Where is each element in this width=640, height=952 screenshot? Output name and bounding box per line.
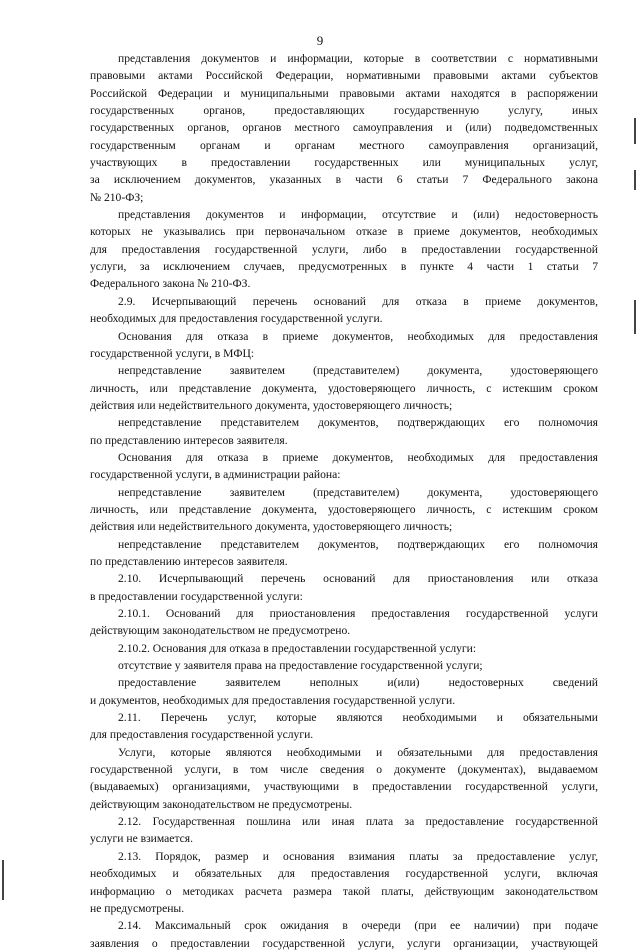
text-line: представления документов и информации, отсутствие и (или) недостоверность — [118, 208, 598, 222]
text-line: для предоставления государственной услуги, либо в предоставлении государственной — [90, 242, 598, 256]
text-line: государственных органов, предоставляющих государственную услугу, иных — [90, 104, 598, 118]
scan-edge-mark — [2, 860, 4, 900]
text-line: государственных органов, органов местного самоуправления и (или) подведомственных — [90, 121, 598, 135]
text-line: Российской Федерации и муниципальными правовыми актами находятся в распоряжении — [90, 86, 598, 100]
text-line: отсутствие у заявителя права на предоставление государственной услуги; — [118, 659, 483, 673]
text-line: Федерального закона № 210-ФЗ. — [90, 277, 251, 291]
text-line: Основания для отказа в приеме документов, необходимых для предоставления — [118, 329, 598, 343]
text-line: 2.10.2. Основания для отказа в предоставлении государственной услуги: — [118, 641, 477, 655]
text-line: непредставление представителем документов, подтверждающих его полномочия — [118, 416, 598, 430]
page-number: 9 — [316, 33, 324, 48]
text-line: действия или недействительного документа, удостоверяющего личность; — [90, 520, 453, 534]
text-line: 2.10.1. Оснований для приостановления предоставления государственной услуги — [118, 607, 598, 620]
text-line: личность, или представление документа, удостоверяющего личность, с истекшим сроком — [90, 502, 598, 516]
text-line: 2.14. Максимальный срок ожидания в очереди (при ее наличии) при подаче — [118, 919, 598, 933]
text-line: непредставление заявителем (представителем) документа, удостоверяющего — [118, 485, 598, 499]
text-line: действующим законодательством не предусмотрены. — [90, 797, 353, 811]
scan-edge-mark — [634, 300, 636, 334]
text-line: 2.12. Государственная пошлина или иная плата за предоставление государственной — [118, 815, 598, 829]
text-line: правовыми актами Российской Федерации, нормативными правовыми актами субъектов — [90, 69, 598, 83]
text-line: по представлению интересов заявителя. — [90, 433, 288, 447]
text-line: действующим законодательством не предусмотрено. — [90, 624, 351, 638]
text-line: государственной услуги, в том числе сведения о документе (документах), выдаваемом — [90, 763, 598, 777]
text-line: предоставление заявителем неполных и(или) недостоверных сведений — [118, 676, 598, 690]
text-line: непредставление представителем документов, подтверждающих его полномочия — [118, 537, 598, 551]
text-line: 2.13. Порядок, размер и основания взимания платы за предоставление услуг, — [118, 849, 598, 863]
text-line: необходимых для предоставления государственной услуги. — [90, 312, 383, 326]
text-line: действия или недействительного документа, удостоверяющего личность; — [90, 398, 453, 412]
text-line: заявления о предоставлении государственной услуги, услуги организации, участвующей — [90, 936, 598, 950]
text-line: услуги, за исключением случаев, предусмотренных в пункте 4 части 1 статьи 7 — [90, 260, 598, 274]
text-line: 2.10. Исчерпывающий перечень оснований для приостановления или отказа — [118, 572, 598, 586]
text-line: Услуги, которые являются необходимыми и обязательными для предоставления — [118, 745, 598, 759]
text-line: 2.9. Исчерпывающий перечень оснований для отказа в приеме документов, — [118, 294, 598, 308]
text-line: Основания для отказа в приеме документов, необходимых для предоставления — [118, 450, 598, 464]
text-line: (выдаваемых) организациями, участвующими в предоставлении государственной услуги, — [90, 780, 598, 794]
text-line: за исключением документов, указанных в части 6 статьи 7 Федерального закона — [90, 173, 598, 187]
text-line: государственной услуги, в МФЦ: — [90, 346, 255, 360]
text-line: по представлению интересов заявителя. — [90, 554, 288, 568]
text-line: которых не указывались при первоначальном отказе в приеме документов, необходимых — [90, 225, 598, 239]
text-line: № 210-ФЗ; — [90, 190, 144, 204]
text-line: непредставление заявителем (представителем) документа, удостоверяющего — [118, 364, 598, 378]
text-line: не предусмотрены. — [90, 901, 185, 915]
document-body — [90, 50, 598, 952]
text-line: личность, или представление документа, удостоверяющего личность, с истекшим сроком — [90, 381, 598, 395]
text-line: необходимых и обязательных для предоставления государственной услуги, включая — [90, 867, 598, 881]
scan-edge-mark — [634, 170, 636, 190]
text-line: государственным органам и органам местного самоуправления организаций, — [90, 138, 598, 152]
text-line: информацию о методиках расчета размера такой платы, действующим законодательством — [90, 884, 598, 898]
text-line: в предоставлении государственной услуги: — [90, 589, 303, 603]
text-line: для предоставления государственной услуги. — [90, 728, 314, 742]
text-line: 2.11. Перечень услуг, которые являются необходимыми и обязательными — [118, 711, 598, 725]
scan-edge-mark — [634, 118, 636, 144]
text-line: представления документов и информации, которые в соответствии с нормативными — [118, 52, 598, 65]
text-line: участвующих в предоставлении государственных или муниципальных услуг, — [90, 156, 598, 170]
text-line: и документов, необходимых для предоставления государственной услуги. — [90, 693, 456, 707]
text-line: услуги не взимается. — [90, 832, 194, 846]
text-line: государственной услуги, в администрации района: — [90, 468, 341, 482]
